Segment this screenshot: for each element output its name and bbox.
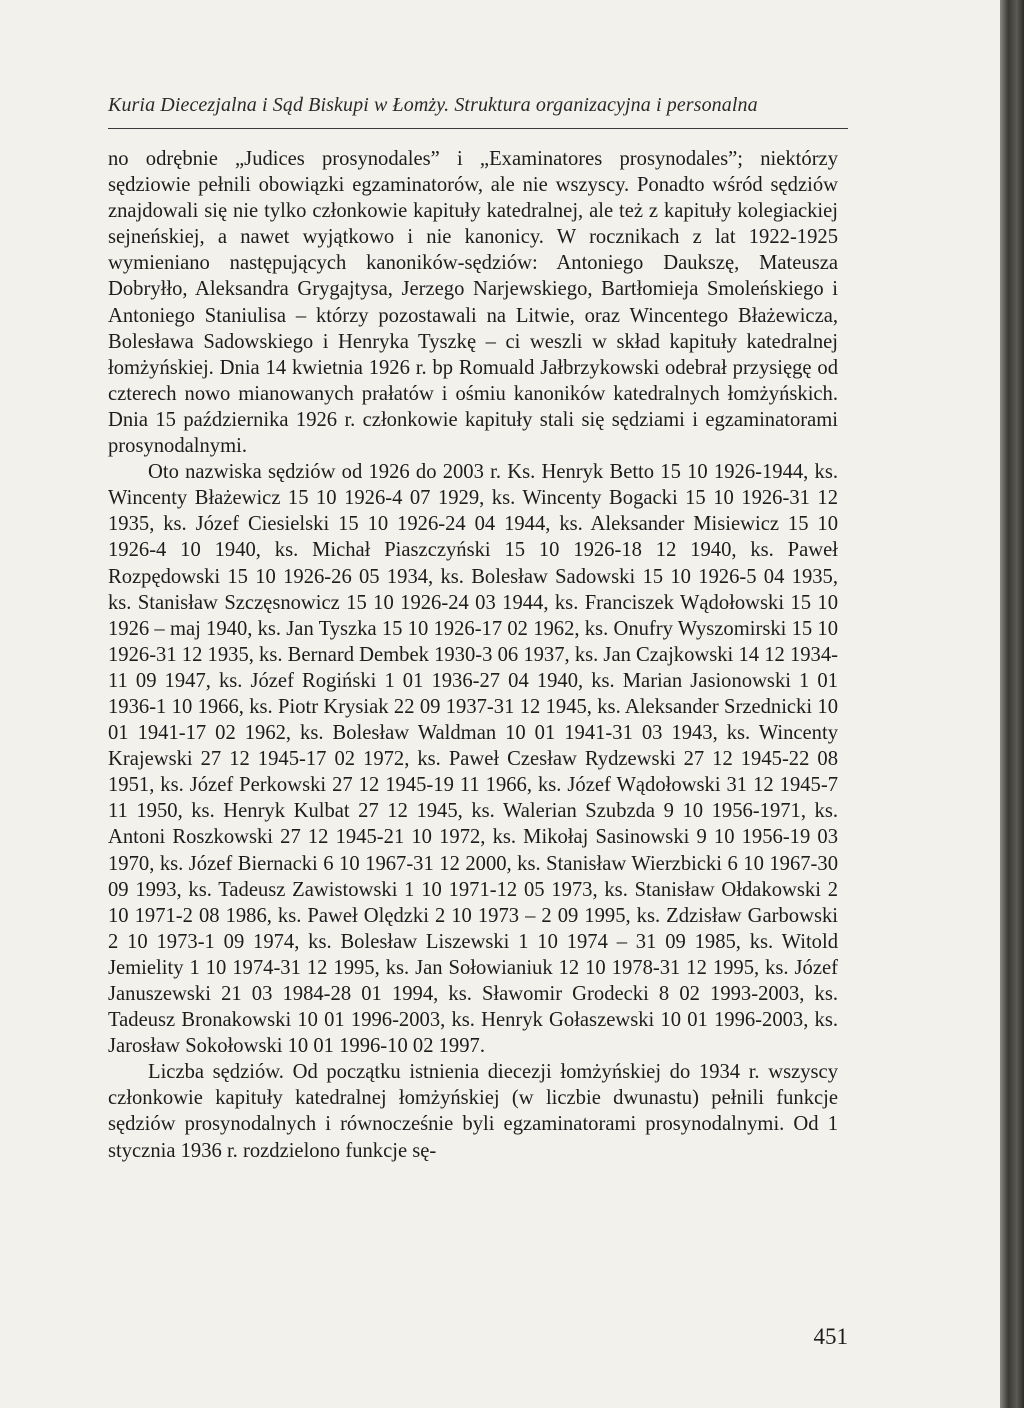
paragraph-continuation: no odrębnie „Judices prosynodales” i „Examinatores prosynodales”; niektórzy sędziowie pełnili obowiązki egzaminatorów, ale nie wszyscy. Ponadto wśród sędziów znajdowali się nie tylko członkowie kapituły katedralnej, ale też z kapituły kolegiackiej sejneńskiej, a nawet wyjątkowo i nie kanonicy. W rocznikach z lat 1922-1925 wymieniano następujących kanoników-sędziów: Antoniego Daukszę, Mateusza Dobryłło, Aleksandra Grygajtysa, Jerzego Narjewskiego, Bartłomieja Smoleńskiego i Antoniego Staniulisa – którzy pozostawali na Litwie, oraz Wincentego Błażewicza, Bolesława Sadowskiego i Henryka Tyszkę – ci weszli w skład kapituły katedralnej łomżyńskiej. Dnia 14 kwietnia 1926 r. bp Romuald Jałbrzykowski odebrał przysięgę od czterech nowo mianowanych prałatów i ośmiu kanoników katedralnych łomżyńskich. Dnia 15 października 1926 r. członkowie kapituły stali się sędziami i egzaminatorami prosynodalnymi. [108, 148, 838, 458]
page-number: 451 [813, 1324, 848, 1349]
running-header: Kuria Diecezjalna i Sąd Biskupi w Łomży. Struktura organizacyjna i personalna [108, 94, 758, 116]
body-text [108, 146, 838, 1164]
paragraph-judge-count: Liczba sędziów. Od początku istnienia diecezji łomżyńskiej do 1934 r. wszyscy członkowie kapituły katedralnej łomżyńskiej (w liczbie dwunastu) pełnili funkcje sędziów prosynodalnych i równocześnie byli egzaminatorami prosynodalnymi. Od 1 stycznia 1936 r. rozdzielono funkcje sę- [108, 1061, 838, 1162]
paragraph-judges-list: Oto nazwiska sędziów od 1926 do 2003 r. Ks. Henryk Betto 15 10 1926-1944, ks. Wincenty Błażewicz 15 10 1926-4 07 1929, ks. Wincenty Bogacki 15 10 1926-31 12 1935, ks. Józef Ciesielski 15 10 1926-24 04 1944, ks. Aleksander Misiewicz 15 10 1926-4 10 1940, ks. Michał Piaszczyński 15 10 1926-18 12 1940, ks. Paweł Rozpędowski 15 10 1926-26 05 1934, ks. Bolesław Sadowski 15 10 1926-5 04 1935, ks. Stanisław Szczęsnowicz 15 10 1926-24 03 1944, ks. Franciszek Wądołowski 15 10 1926 – maj 1940, ks. Jan Tyszka 15 10 1926-17 02 1962, ks. Onufry Wyszomirski 15 10 1926-31 12 1935, ks. Bernard Dembek 1930-3 06 1937, ks. Jan Czajkowski 14 12 1934-11 09 1947, ks. Józef Rogiński 1 01 1936-27 04 1940, ks. Marian Jasionowski 1 01 1936-1 10 1966, ks. Piotr Krysiak 22 09 1937-31 12 1945, ks. Aleksander Srzednicki 10 01 1941-17 02 1962, ks. Bolesław Waldman 10 01 1941-31 03 1943, ks. Wincenty Krajewski 27 12 1945-17 02 1972, ks. Paweł Czesław Rydzewski 27 12 1945-22 08 1951, ks. Józef Perkowski 27 12 1945-19 11 1966, ks. Józef Wądołowski 31 12 1945-7 11 1950, ks. Henryk Kulbat 27 12 1945, ks. Walerian Szubzda 9 10 1956-1971, ks. Antoni Roszkowski 27 12 1945-21 10 1972, ks. Mikołaj Sasinowski 9 10 1956-19 03 1970, ks. Józef Biernacki 6 10 1967-31 12 2000, ks. Stanisław Wierzbicki 6 10 1967-30 09 1993, ks. Tadeusz Zawistowski 1 10 1971-12 05 1973, ks. Stanisław Ołdakowski 2 10 1971-2 08 1986, ks. Paweł Olędzki 2 10 1973 – 2 09 1995, ks. Zdzisław Garbowski 2 10 1973-1 09 1974, ks. Bolesław Liszewski 1 10 1974 – 31 09 1985, ks. Witold Jemielity 1 10 1974-31 12 1995, ks. Jan Sołowianiuk 12 10 1978-31 12 1995, ks. Józef Januszewski 21 03 1984-28 01 1994, ks. Sławomir Grodecki 8 02 1993-2003, ks. Tadeusz Bronakowski 10 01 1996-2003, ks. Henryk Gołaszewski 10 01 1996-2003, ks. Jarosław Sokołowski 10 01 1996-10 02 1997. [108, 461, 838, 1058]
book-spine-edge [1000, 0, 1024, 1408]
header-rule [108, 128, 848, 129]
